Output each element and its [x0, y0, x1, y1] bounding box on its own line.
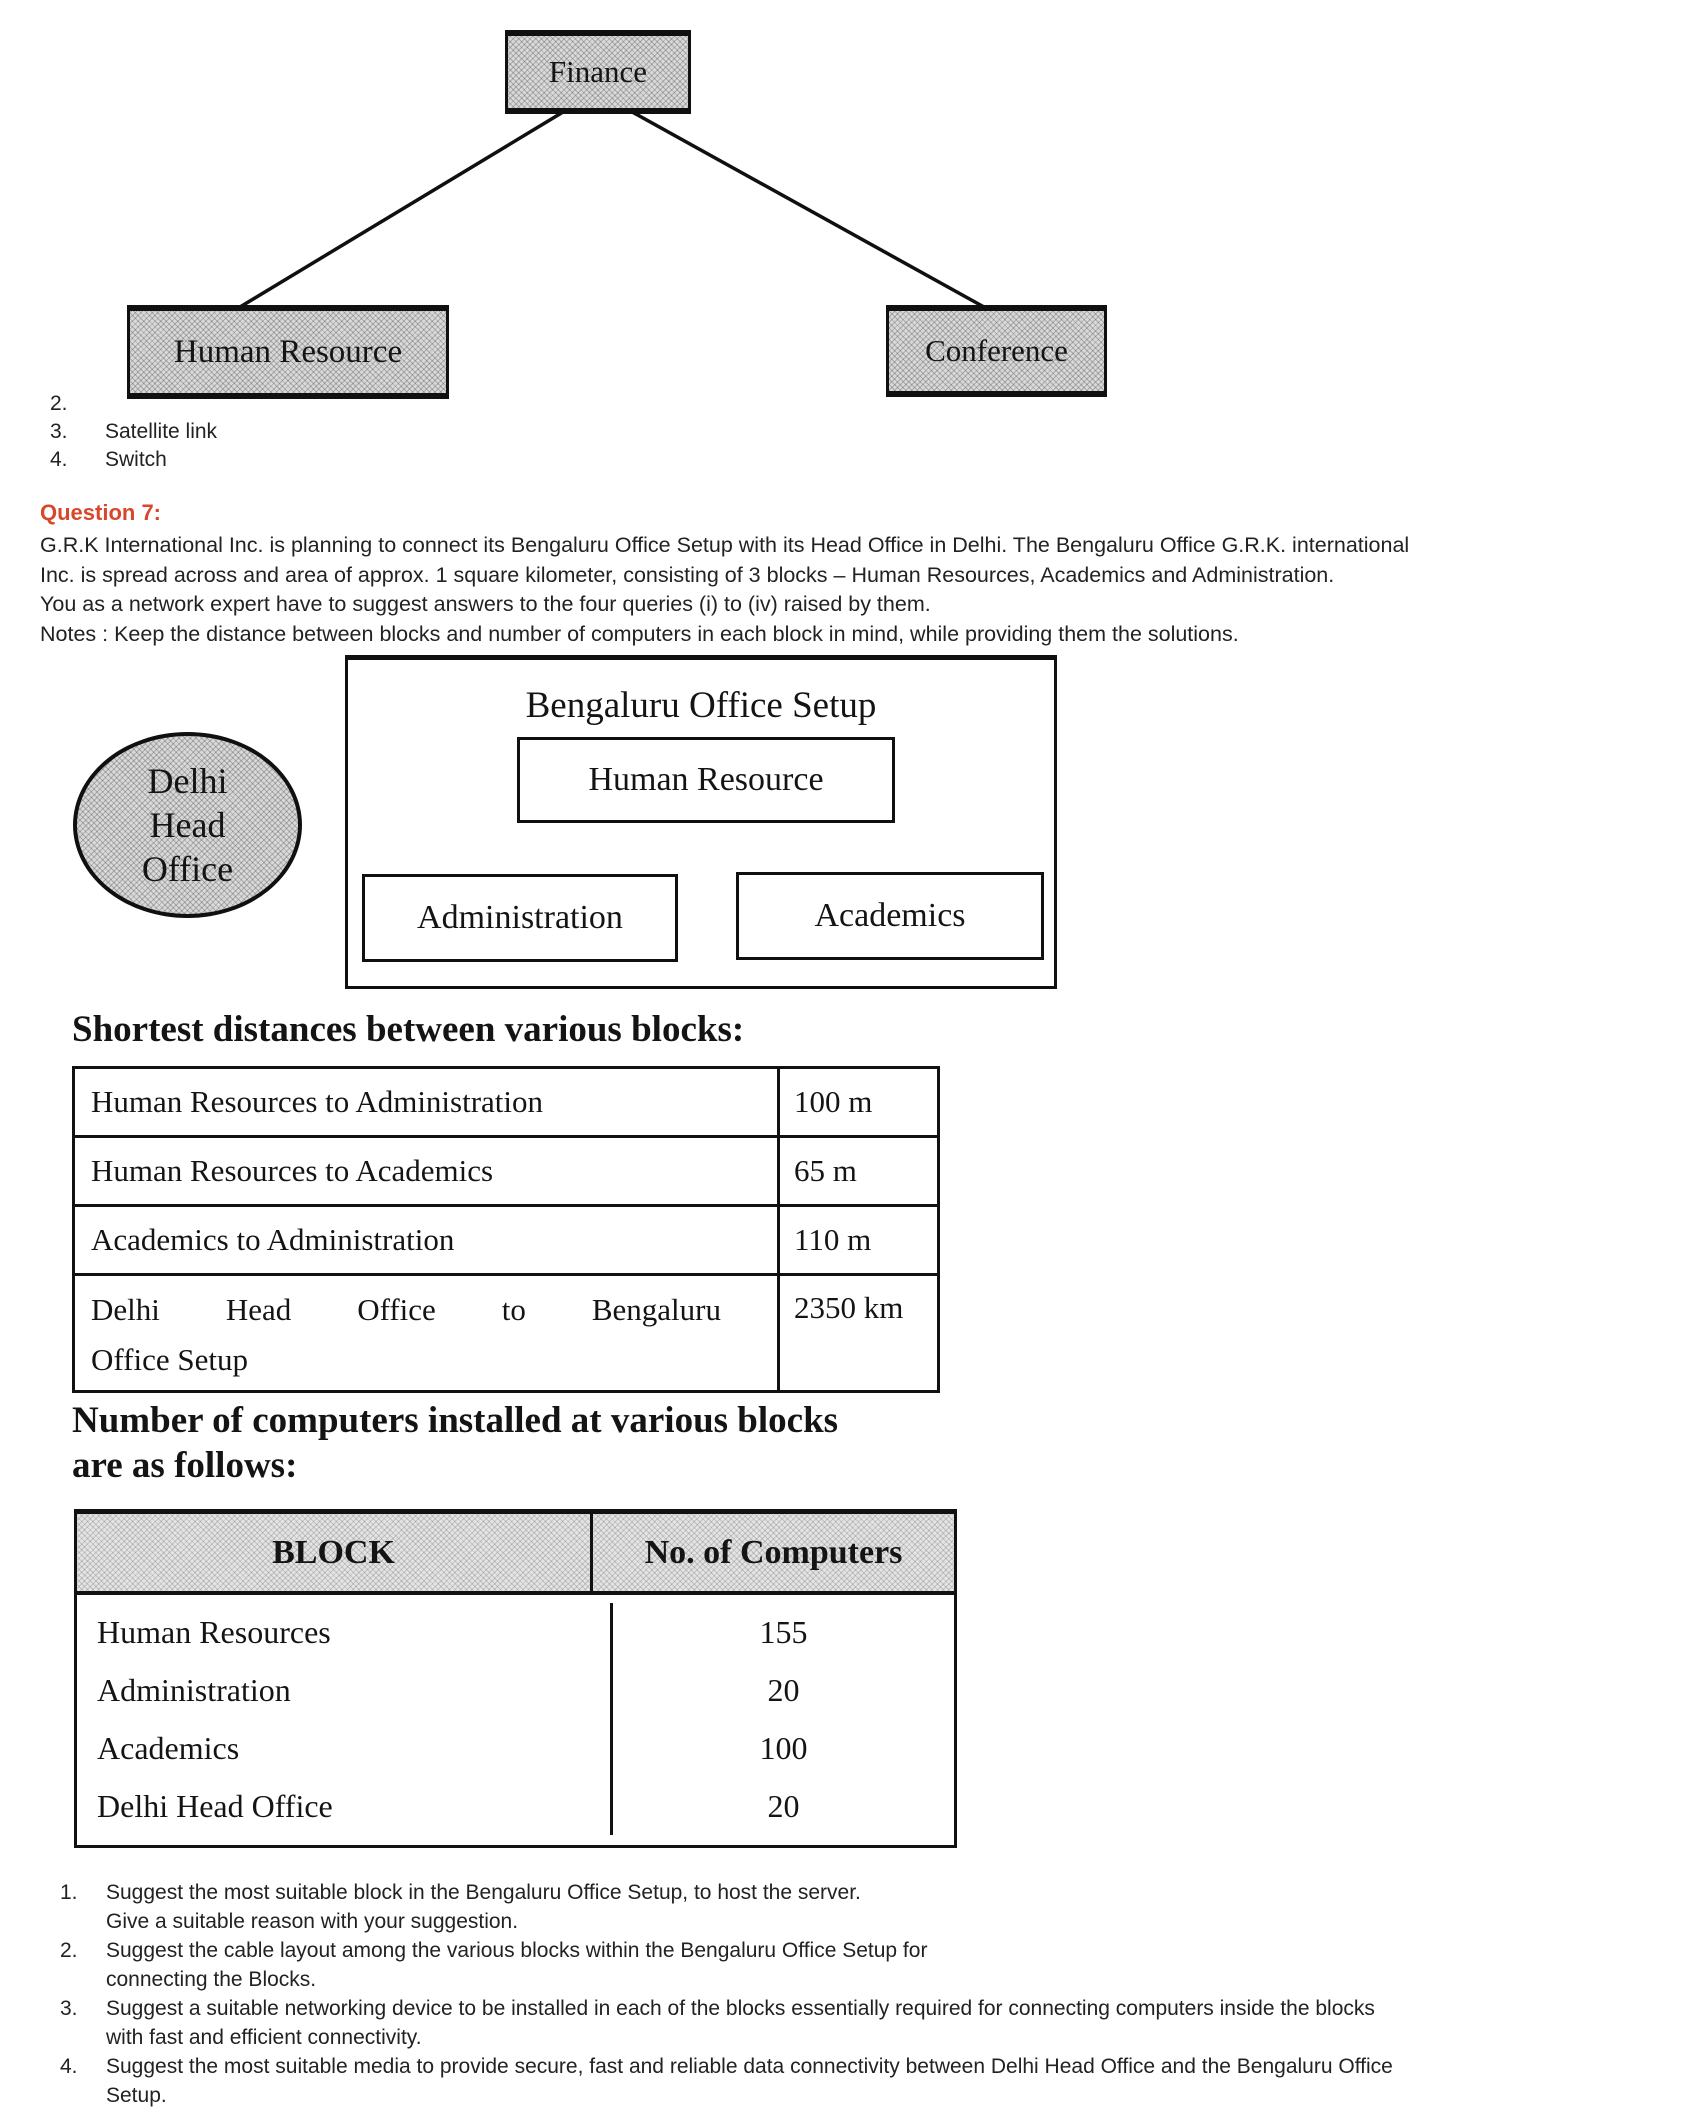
conference-node [886, 305, 1107, 397]
distances-heading: Shortest distances between various blocks: [72, 1009, 745, 1050]
query-line: with fast and efficient connectivity. [106, 2026, 422, 2049]
list-item-number: 2. [50, 392, 68, 415]
computers-heading-line: Number of computers installed at various blocks [72, 1400, 839, 1441]
query-line: connecting the Blocks. [106, 1968, 317, 1991]
count-cell: 100 [759, 1729, 808, 1766]
academics-block-label: Academics [814, 897, 966, 934]
table-row [77, 1777, 954, 1835]
route-cell: Human Resources to Administration [75, 1069, 780, 1135]
query-text [106, 2052, 1393, 2110]
human-resource-node [127, 305, 449, 399]
query-line: Suggest a suitable networking device to be installed in each of the blocks essentially required for connecting computers inside the blocks [106, 1997, 1375, 2020]
paragraph-line: G.R.K International Inc. is planning to connect its Bengaluru Office Setup with its Head Office in Delhi. The Bengaluru Office G.R.K. international [40, 533, 1410, 557]
route-cell: Academics to Administration [75, 1207, 780, 1273]
administration-block [362, 874, 678, 962]
finance-node [505, 30, 691, 114]
list-item-label: Satellite link [105, 420, 218, 443]
finance-node-label: Finance [548, 54, 648, 89]
list-item-label: Switch [105, 448, 167, 471]
distance-row [75, 1207, 937, 1276]
answer-options-list [50, 390, 217, 474]
block-cell: Administration [77, 1661, 613, 1719]
query-item [60, 1936, 1393, 1994]
delhi-head-office-node [73, 732, 302, 918]
route-cell-line: Office Setup [91, 1342, 248, 1377]
block-cell: Delhi Head Office [77, 1777, 613, 1835]
delhi-head-office-line: Office [141, 849, 234, 889]
human-resource-block [517, 737, 895, 823]
query-number: 1. [60, 1881, 78, 1904]
computers-table-header [77, 1514, 954, 1595]
question-heading: Question 7: [40, 500, 162, 525]
query-line: Suggest the most suitable media to provide secure, fast and reliable data connectivity between Delhi Head Office and the Bengaluru Office [106, 2055, 1393, 2078]
query-number: 2. [60, 1939, 78, 1962]
query-text [106, 1936, 927, 1994]
block-cell: Academics [77, 1719, 613, 1777]
computers-heading [72, 1398, 838, 1488]
query-line: Give a suitable reason with your suggestion. [106, 1910, 519, 1933]
distance-cell: 100 m [794, 1084, 873, 1119]
query-item [60, 1994, 1393, 2052]
query-number: 4. [60, 2055, 78, 2078]
computers-table [74, 1509, 957, 1848]
human-resource-block-label: Human Resource [588, 761, 824, 798]
query-item [60, 2052, 1393, 2110]
distance-row [75, 1138, 937, 1207]
list-item [50, 390, 217, 418]
count-cell: 155 [759, 1613, 808, 1650]
question-paragraph [40, 531, 1409, 649]
list-item [50, 446, 217, 474]
table-row [77, 1719, 954, 1777]
route-cell [75, 1276, 780, 1390]
block-column-header: BLOCK [77, 1514, 593, 1591]
human-resource-node-label: Human Resource [173, 333, 403, 370]
list-item-number: 4. [50, 448, 68, 471]
academics-block [736, 872, 1044, 960]
distance-row [75, 1069, 937, 1138]
computers-column-header: No. of Computers [593, 1514, 954, 1591]
table-row [77, 1603, 954, 1661]
distance-cell: 65 m [794, 1153, 857, 1188]
distances-table [72, 1066, 940, 1393]
query-number: 3. [60, 1997, 78, 2020]
bengaluru-office-container [345, 655, 1057, 989]
paragraph-line: You as a network expert have to suggest answers to the four queries (i) to (iv) raised by them. [40, 592, 931, 616]
queries-list [60, 1878, 1393, 2110]
list-item-number: 3. [50, 420, 68, 443]
paragraph-line: Notes : Keep the distance between blocks and number of computers in each block in mind, while providing them the solutions. [40, 621, 1239, 646]
conference-node-label: Conference [925, 333, 1068, 368]
block-cell: Human Resources [77, 1603, 613, 1661]
table-row [77, 1661, 954, 1719]
delhi-head-office-line: Delhi [147, 761, 228, 801]
query-item [60, 1878, 1393, 1936]
delhi-head-office-line: Head [149, 805, 226, 845]
query-text [106, 1994, 1375, 2052]
query-text [106, 1878, 861, 1936]
query-line: Suggest the cable layout among the various blocks within the Bengaluru Office Setup for [106, 1939, 928, 1962]
bengaluru-office-title: Bengaluru Office Setup [525, 685, 877, 726]
distance-cell: 2350 km [794, 1290, 904, 1325]
administration-block-label: Administration [417, 899, 623, 936]
paragraph-line: Inc. is spread across and area of approx. 1 square kilometer, consisting of 3 blocks – Human Resources, Academics and Administration. [40, 562, 1335, 587]
list-item [50, 418, 217, 446]
distance-row [75, 1276, 937, 1390]
route-cell-line: Delhi Head Office to Bengaluru [91, 1292, 721, 1327]
computers-heading-line: are as follows: [72, 1445, 298, 1486]
query-line: Setup. [106, 2084, 167, 2107]
computers-table-body [77, 1595, 954, 1845]
count-cell: 20 [767, 1671, 800, 1708]
route-cell: Human Resources to Academics [75, 1138, 780, 1204]
count-cell: 20 [767, 1787, 800, 1824]
distance-cell: 110 m [794, 1222, 872, 1257]
query-line: Suggest the most suitable block in the Bengaluru Office Setup, to host the server. [106, 1881, 861, 1904]
